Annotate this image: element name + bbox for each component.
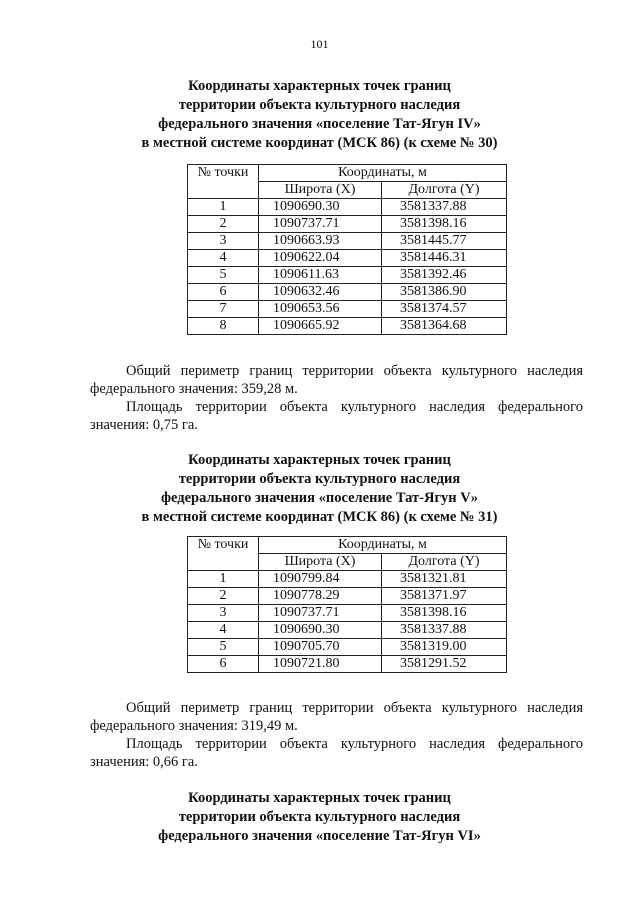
cell-point: 4 <box>188 250 259 267</box>
table-row <box>188 216 507 233</box>
cell-point: 8 <box>188 318 259 335</box>
cell-lon: 3581386.90 <box>382 284 507 301</box>
cell-point: 3 <box>188 233 259 250</box>
cell-lon: 3581364.68 <box>382 318 507 335</box>
cell-point: 1 <box>188 199 259 216</box>
title-line: в местной системе координат (МСК 86) (к схеме № 30) <box>141 135 498 151</box>
cell-lon: 3581392.46 <box>382 267 507 284</box>
section-title-32 <box>0 789 639 846</box>
cell-point: 2 <box>188 588 259 605</box>
header-point: № точки <box>188 537 259 571</box>
cell-lon: 3581398.16 <box>382 605 507 622</box>
cell-point: 7 <box>188 301 259 318</box>
cell-point: 5 <box>188 267 259 284</box>
table-row <box>188 639 507 656</box>
cell-point: 4 <box>188 622 259 639</box>
title-line: Координаты характерных точек границ <box>188 78 451 94</box>
table-row <box>188 605 507 622</box>
cell-lon: 3581446.31 <box>382 250 507 267</box>
header-lat: Широта (X) <box>259 182 382 199</box>
title-line: в местной системе координат (МСК 86) (к схеме № 31) <box>141 509 498 525</box>
header-coords: Координаты, м <box>259 165 507 182</box>
cell-lat: 1090690.30 <box>259 199 382 216</box>
perimeter-paragraph-31 <box>90 699 583 735</box>
coordinates-table-31 <box>187 536 507 673</box>
cell-point: 1 <box>188 571 259 588</box>
perimeter-line: федерального значения: 319,49 м. <box>90 718 298 734</box>
perimeter-line: федерального значения: 359,28 м. <box>90 381 298 397</box>
title-line: федерального значения «поселение Тат-Ягун VI» <box>158 828 481 844</box>
area-line: значения: 0,75 га. <box>90 417 198 433</box>
cell-lon: 3581337.88 <box>382 199 507 216</box>
perimeter-paragraph-30 <box>90 362 583 398</box>
perimeter-line: Общий периметр границ территории объекта культурного наследия <box>126 363 583 379</box>
section-title-30 <box>0 77 639 153</box>
table-row <box>188 571 507 588</box>
section-title-31 <box>0 451 639 527</box>
title-line: федерального значения «поселение Тат-Ягун IV» <box>158 116 481 132</box>
header-lon: Долгота (Y) <box>382 182 507 199</box>
table-row <box>188 656 507 673</box>
cell-lon: 3581398.16 <box>382 216 507 233</box>
header-coords: Координаты, м <box>259 537 507 554</box>
cell-lat: 1090721.80 <box>259 656 382 673</box>
header-point: № точки <box>188 165 259 199</box>
cell-lat: 1090690.30 <box>259 622 382 639</box>
table-row <box>188 301 507 318</box>
cell-lat: 1090611.63 <box>259 267 382 284</box>
cell-lat: 1090663.93 <box>259 233 382 250</box>
area-paragraph-30 <box>90 398 583 434</box>
cell-lat: 1090665.92 <box>259 318 382 335</box>
table-body <box>188 571 507 673</box>
area-line: значения: 0,66 га. <box>90 754 198 770</box>
cell-lon: 3581371.97 <box>382 588 507 605</box>
title-line: территории объекта культурного наследия <box>178 97 461 113</box>
cell-lat: 1090705.70 <box>259 639 382 656</box>
perimeter-line: Общий периметр границ территории объекта культурного наследия <box>126 700 583 716</box>
table-row <box>188 588 507 605</box>
page-number: 101 <box>310 37 329 51</box>
header-lat: Широта (X) <box>259 554 382 571</box>
cell-point: 3 <box>188 605 259 622</box>
cell-lat: 1090737.71 <box>259 216 382 233</box>
cell-point: 5 <box>188 639 259 656</box>
title-line: территории объекта культурного наследия <box>178 471 461 487</box>
table-row <box>188 284 507 301</box>
cell-lon: 3581321.81 <box>382 571 507 588</box>
table-row <box>188 233 507 250</box>
title-line: территории объекта культурного наследия <box>178 809 461 825</box>
cell-lon: 3581319.00 <box>382 639 507 656</box>
table-header-row <box>188 165 507 182</box>
title-line: Координаты характерных точек границ <box>188 452 451 468</box>
table-row <box>188 250 507 267</box>
area-line: Площадь территории объекта культурного наследия федерального <box>126 736 583 752</box>
cell-point: 6 <box>188 284 259 301</box>
table-body <box>188 199 507 335</box>
table-row <box>188 318 507 335</box>
area-paragraph-31 <box>90 735 583 771</box>
title-line: Координаты характерных точек границ <box>188 790 451 806</box>
cell-lon: 3581337.88 <box>382 622 507 639</box>
cell-lat: 1090632.46 <box>259 284 382 301</box>
header-lon: Долгота (Y) <box>382 554 507 571</box>
area-line: Площадь территории объекта культурного наследия федерального <box>126 399 583 415</box>
table-row <box>188 267 507 284</box>
table-row <box>188 622 507 639</box>
title-line: федерального значения «поселение Тат-Ягун V» <box>160 490 479 506</box>
cell-lat: 1090653.56 <box>259 301 382 318</box>
cell-lat: 1090799.84 <box>259 571 382 588</box>
cell-point: 6 <box>188 656 259 673</box>
cell-lat: 1090622.04 <box>259 250 382 267</box>
coordinates-table-30 <box>187 164 507 335</box>
table-header-row <box>188 537 507 554</box>
cell-lat: 1090778.29 <box>259 588 382 605</box>
cell-lon: 3581291.52 <box>382 656 507 673</box>
cell-lon: 3581445.77 <box>382 233 507 250</box>
cell-lat: 1090737.71 <box>259 605 382 622</box>
cell-lon: 3581374.57 <box>382 301 507 318</box>
cell-point: 2 <box>188 216 259 233</box>
table-row <box>188 199 507 216</box>
